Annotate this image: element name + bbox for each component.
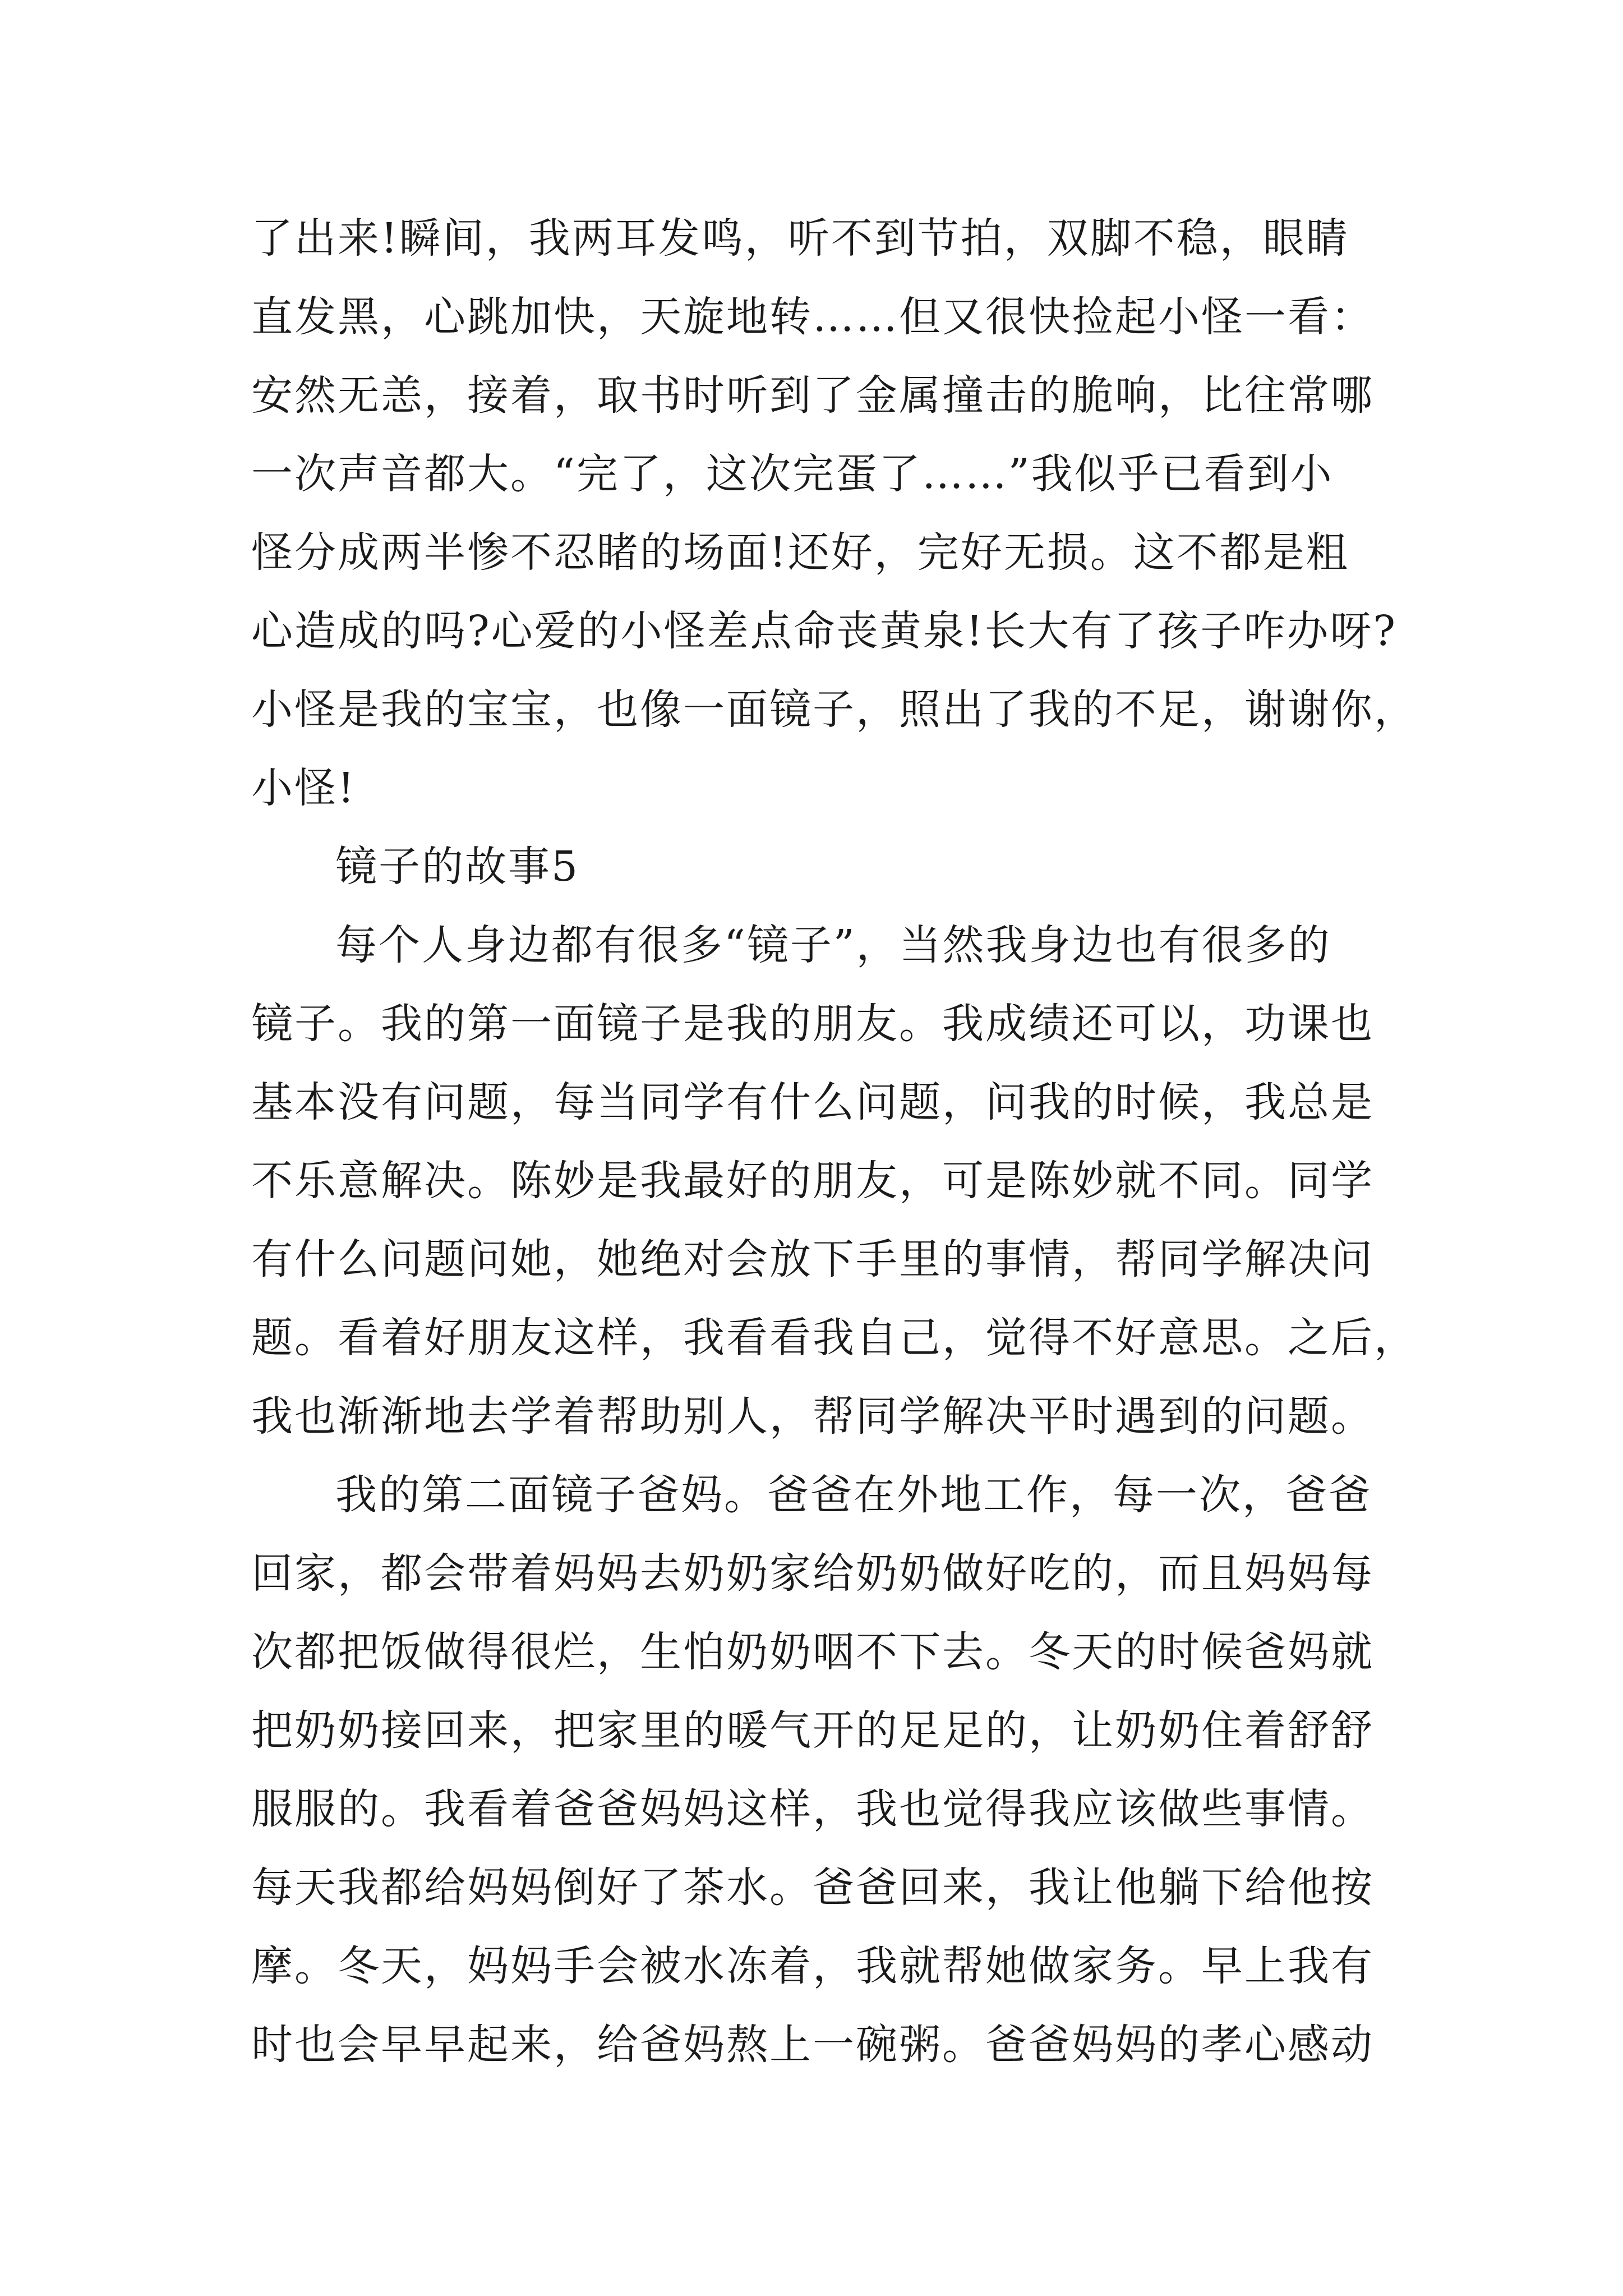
text-line: 一次声音都大。“完了，这次完蛋了……”我似乎已看到小 bbox=[251, 450, 1334, 498]
text-line: 每天我都给妈妈倒好了茶水。爸爸回来，我让他躺下给他按 bbox=[251, 1864, 1374, 1912]
text-line: 怪分成两半惨不忍睹的场面!还好，完好无损。这不都是粗 bbox=[251, 528, 1349, 577]
text-line: 把奶奶接回来，把家里的暖气开的足足的，让奶奶住着舒舒 bbox=[251, 1706, 1374, 1755]
text-line: 题。看着好朋友这样，我看看我自己，觉得不好意思。之后， bbox=[251, 1314, 1417, 1362]
text-line: 摩。冬天，妈妈手会被水冻着，我就帮她做家务。早上我有 bbox=[251, 1942, 1374, 1990]
text-line: 安然无恙，接着，取书时听到了金属撞击的脆响，比往常哪 bbox=[251, 371, 1374, 420]
text-line: 直发黑，心跳加快，天旋地转……但又很快捡起小怪一看： bbox=[251, 293, 1374, 341]
text-line: 不乐意解决。陈妙是我最好的朋友，可是陈妙就不同。同学 bbox=[251, 1157, 1374, 1205]
text-line: 心造成的吗?心爱的小怪差点命丧黄泉!长大有了孩子咋办呀? bbox=[251, 607, 1398, 655]
text-line: 基本没有问题，每当同学有什么问题，问我的时候，我总是 bbox=[251, 1078, 1374, 1126]
text-line: 每个人身边都有很多“镜子”，当然我身边也有很多的 bbox=[335, 921, 1331, 969]
text-line: 了出来!瞬间，我两耳发鸣，听不到节拍，双脚不稳，眼睛 bbox=[251, 214, 1349, 263]
text-line: 我的第二面镜子爸妈。爸爸在外地工作，每一次，爸爸 bbox=[335, 1471, 1372, 1519]
text-line: 镜子。我的第一面镜子是我的朋友。我成绩还可以，功课也 bbox=[251, 1000, 1374, 1048]
text-line: 次都把饭做得很烂，生怕奶奶咽不下去。冬天的时候爸妈就 bbox=[251, 1628, 1374, 1676]
text-line: 我也渐渐地去学着帮助别人，帮同学解决平时遇到的问题。 bbox=[251, 1392, 1374, 1441]
text-line: 小怪! bbox=[251, 764, 356, 812]
text-line: 有什么问题问她，她绝对会放下手里的事情，帮同学解决问 bbox=[251, 1235, 1374, 1283]
text-line: 时也会早早起来，给爸妈熬上一碗粥。爸爸妈妈的孝心感动 bbox=[251, 2021, 1374, 2069]
section-title: 镜子的故事5 bbox=[335, 843, 580, 891]
text-line: 小怪是我的宝宝，也像一面镜子，照出了我的不足，谢谢你， bbox=[251, 685, 1417, 734]
text-line: 回家，都会带着妈妈去奶奶家给奶奶做好吃的，而且妈妈每 bbox=[251, 1549, 1374, 1598]
text-line: 服服的。我看着爸爸妈妈这样，我也觉得我应该做些事情。 bbox=[251, 1785, 1374, 1833]
